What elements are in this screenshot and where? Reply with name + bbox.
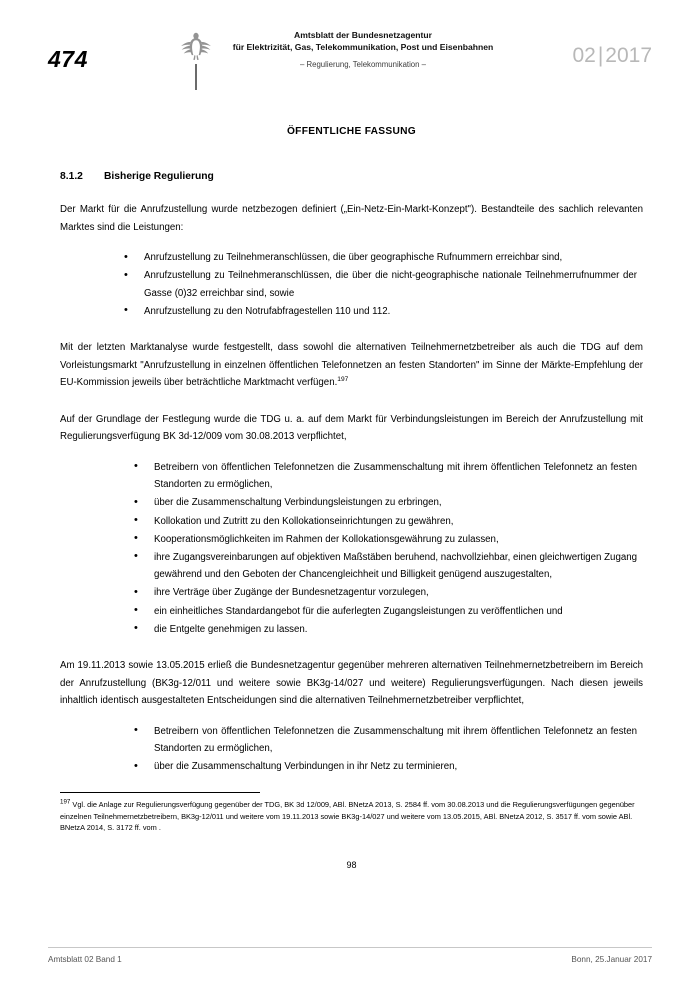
masthead-line-1: Amtsblatt der Bundesnetzagentur [294, 30, 432, 40]
list-item: • über die Zusammenschaltung Verbindungen in ihr Netz zu terminieren, [130, 758, 637, 775]
list-item: • Anrufzustellung zu Teilnehmeranschlüssen, die über geographische Rufnummern erreichbar sind, [120, 249, 637, 266]
section-heading [60, 171, 643, 182]
list-item: • Betreibern von öffentlichen Telefonnetzen die Zusammenschaltung mit ihrem öffentlichen Telefonnetz an festen Standorten zu ermöglichen, [130, 723, 637, 757]
paragraph-4: Am 19.11.2013 sowie 13.05.2015 erließ die Bundesnetzagentur gegenüber mehreren alternativen Teilnehmernetzbetreibern im Bereich der Anrufzustellung (BK3g-12/011 und weitere sowie BK3g-14/027 und weitere) Regulierungsverfügungen. Nach diesen jeweils inhaltlich identisch ausgestalteten Entscheidungen sind die alternativen Teilnehmernetzbetreiber verpflichtet, [60, 660, 643, 707]
list-item: • Anrufzustellung zu den Notrufabfragestellen 110 und 112. [120, 303, 637, 320]
document-body [0, 126, 700, 870]
footnote-divider [60, 792, 260, 793]
list-item: • ihre Zugangsvereinbarungen auf objektiven Maßstäben beruhend, nachvollziehbar, einen gleichwertigen Zugang gewährend und den Geboten der Chancengleichheit und Billigkeit genügend auszugestalten, [130, 549, 637, 583]
bottom-page-number: 98 [346, 859, 357, 870]
footnote [60, 799, 643, 833]
list-item: • die Entgelte genehmigen zu lassen. [130, 621, 637, 638]
section-number: 8.1.2 [60, 171, 83, 182]
paragraph-2 [60, 339, 643, 392]
emblem-divider [195, 64, 197, 90]
list-item: • Kooperationsmöglichkeiten im Rahmen der Kollokationsgewährung zu zulassen, [130, 531, 637, 548]
bullet-list-2 [130, 459, 637, 638]
footnote-reference: 197 [337, 375, 349, 383]
footer-right: Bonn, 25.Januar 2017 [571, 955, 652, 964]
masthead-line-2: für Elektrizität, Gas, Telekommunikation, Post und Eisenbahnen [232, 42, 494, 52]
list-item: • Betreibern von öffentlichen Telefonnetzen die Zusammenschaltung mit ihrem öffentlichen Telefonnetz an festen Standorten zu ermöglichen, [130, 459, 637, 493]
issue-number: 02 [572, 44, 596, 67]
paragraph-3: Auf der Grundlage der Festlegung wurde die TDG u. a. auf dem Markt für Verbindungsleistungen im Bereich der Anrufzustellung mit Regulierungsverfügung BK 3d-12/009 vom 30.08.2013 verpflichtet, [60, 413, 643, 443]
masthead [224, 26, 502, 69]
paragraph-1: Der Markt für die Anrufzustellung wurde netzbezogen definiert („Ein-Netz-Ein-Markt-Konzept"). Bestandteile des sachlich relevanten Marktes sind die Leistungen: [60, 204, 643, 233]
footnote-text: Vgl. die Anlage zur Regulierungsverfügung gegenüber der TDG, BK 3d 12/009, ABl. BNetzA 2013, S. 2584 ff. vom 30.08.2013 und die Regulierungsverfügungen gegenüber einzelnen Teilnehmernetzbetreibern, BK3g-12/011 und weitere vom 19.11.2013 sowie BK3g-14/027 und weitere vom 13.05.2015, ABl. BNetzA 2012, S. 3517 ff. vom sowie ABl. BNetzA 2014, S. 3172 ff. vom . [60, 800, 635, 833]
bullet-list-3 [130, 723, 637, 776]
paragraph-2-text: Mit der letzten Marktanalyse wurde festgestellt, dass sowohl die alternativen Teilnehmernetzbetreiber als auch die TDG auf dem Vorleistungsmarkt "Anrufzustellung in einzelnen öffentlichen Telefonnetzen an festen Standorten" im Sinne der Märkte-Empfehlung der EU-Kommission jeweils über beträchtliche Marktmacht verfügen. [60, 342, 643, 389]
list-item: • Kollokation und Zutritt zu den Kollokationseinrichtungen zu gewähren, [130, 513, 637, 530]
list-item: • ein einheitliches Standardangebot für die auferlegten Zugangsleistungen zu veröffentlichen und [130, 603, 637, 620]
masthead-subtitle: – Regulierung, Telekommunikation – [300, 60, 426, 69]
list-item: • über die Zusammenschaltung Verbindungsleistungen zu erbringen, [130, 494, 637, 511]
footnote-number: 197 [60, 798, 71, 806]
issue-year: 2017 [605, 44, 652, 67]
bullet-list-1 [120, 249, 637, 320]
list-item: • ihre Verträge über Zugänge der Bundesnetzagentur vorzulegen, [130, 584, 637, 601]
list-item: • Anrufzustellung zu Teilnehmeranschlüssen, die über die nicht-geographische nationale Teilnehmerrufnummer der Gasse (0)32 erreichbar sind, sowie [120, 267, 637, 301]
issue-label [502, 26, 652, 68]
classification-heading: ÖFFENTLICHE FASSUNG [286, 126, 417, 137]
page-header [0, 0, 700, 78]
issue-separator: | [597, 44, 604, 67]
page-footer [48, 947, 652, 964]
section-title: Bisherige Regulierung [104, 171, 214, 182]
footer-left: Amtsblatt 02 Band 1 [48, 955, 122, 964]
federal-eagle-icon [168, 26, 224, 90]
page-number: 474 [48, 46, 88, 72]
footer-divider [48, 947, 652, 948]
